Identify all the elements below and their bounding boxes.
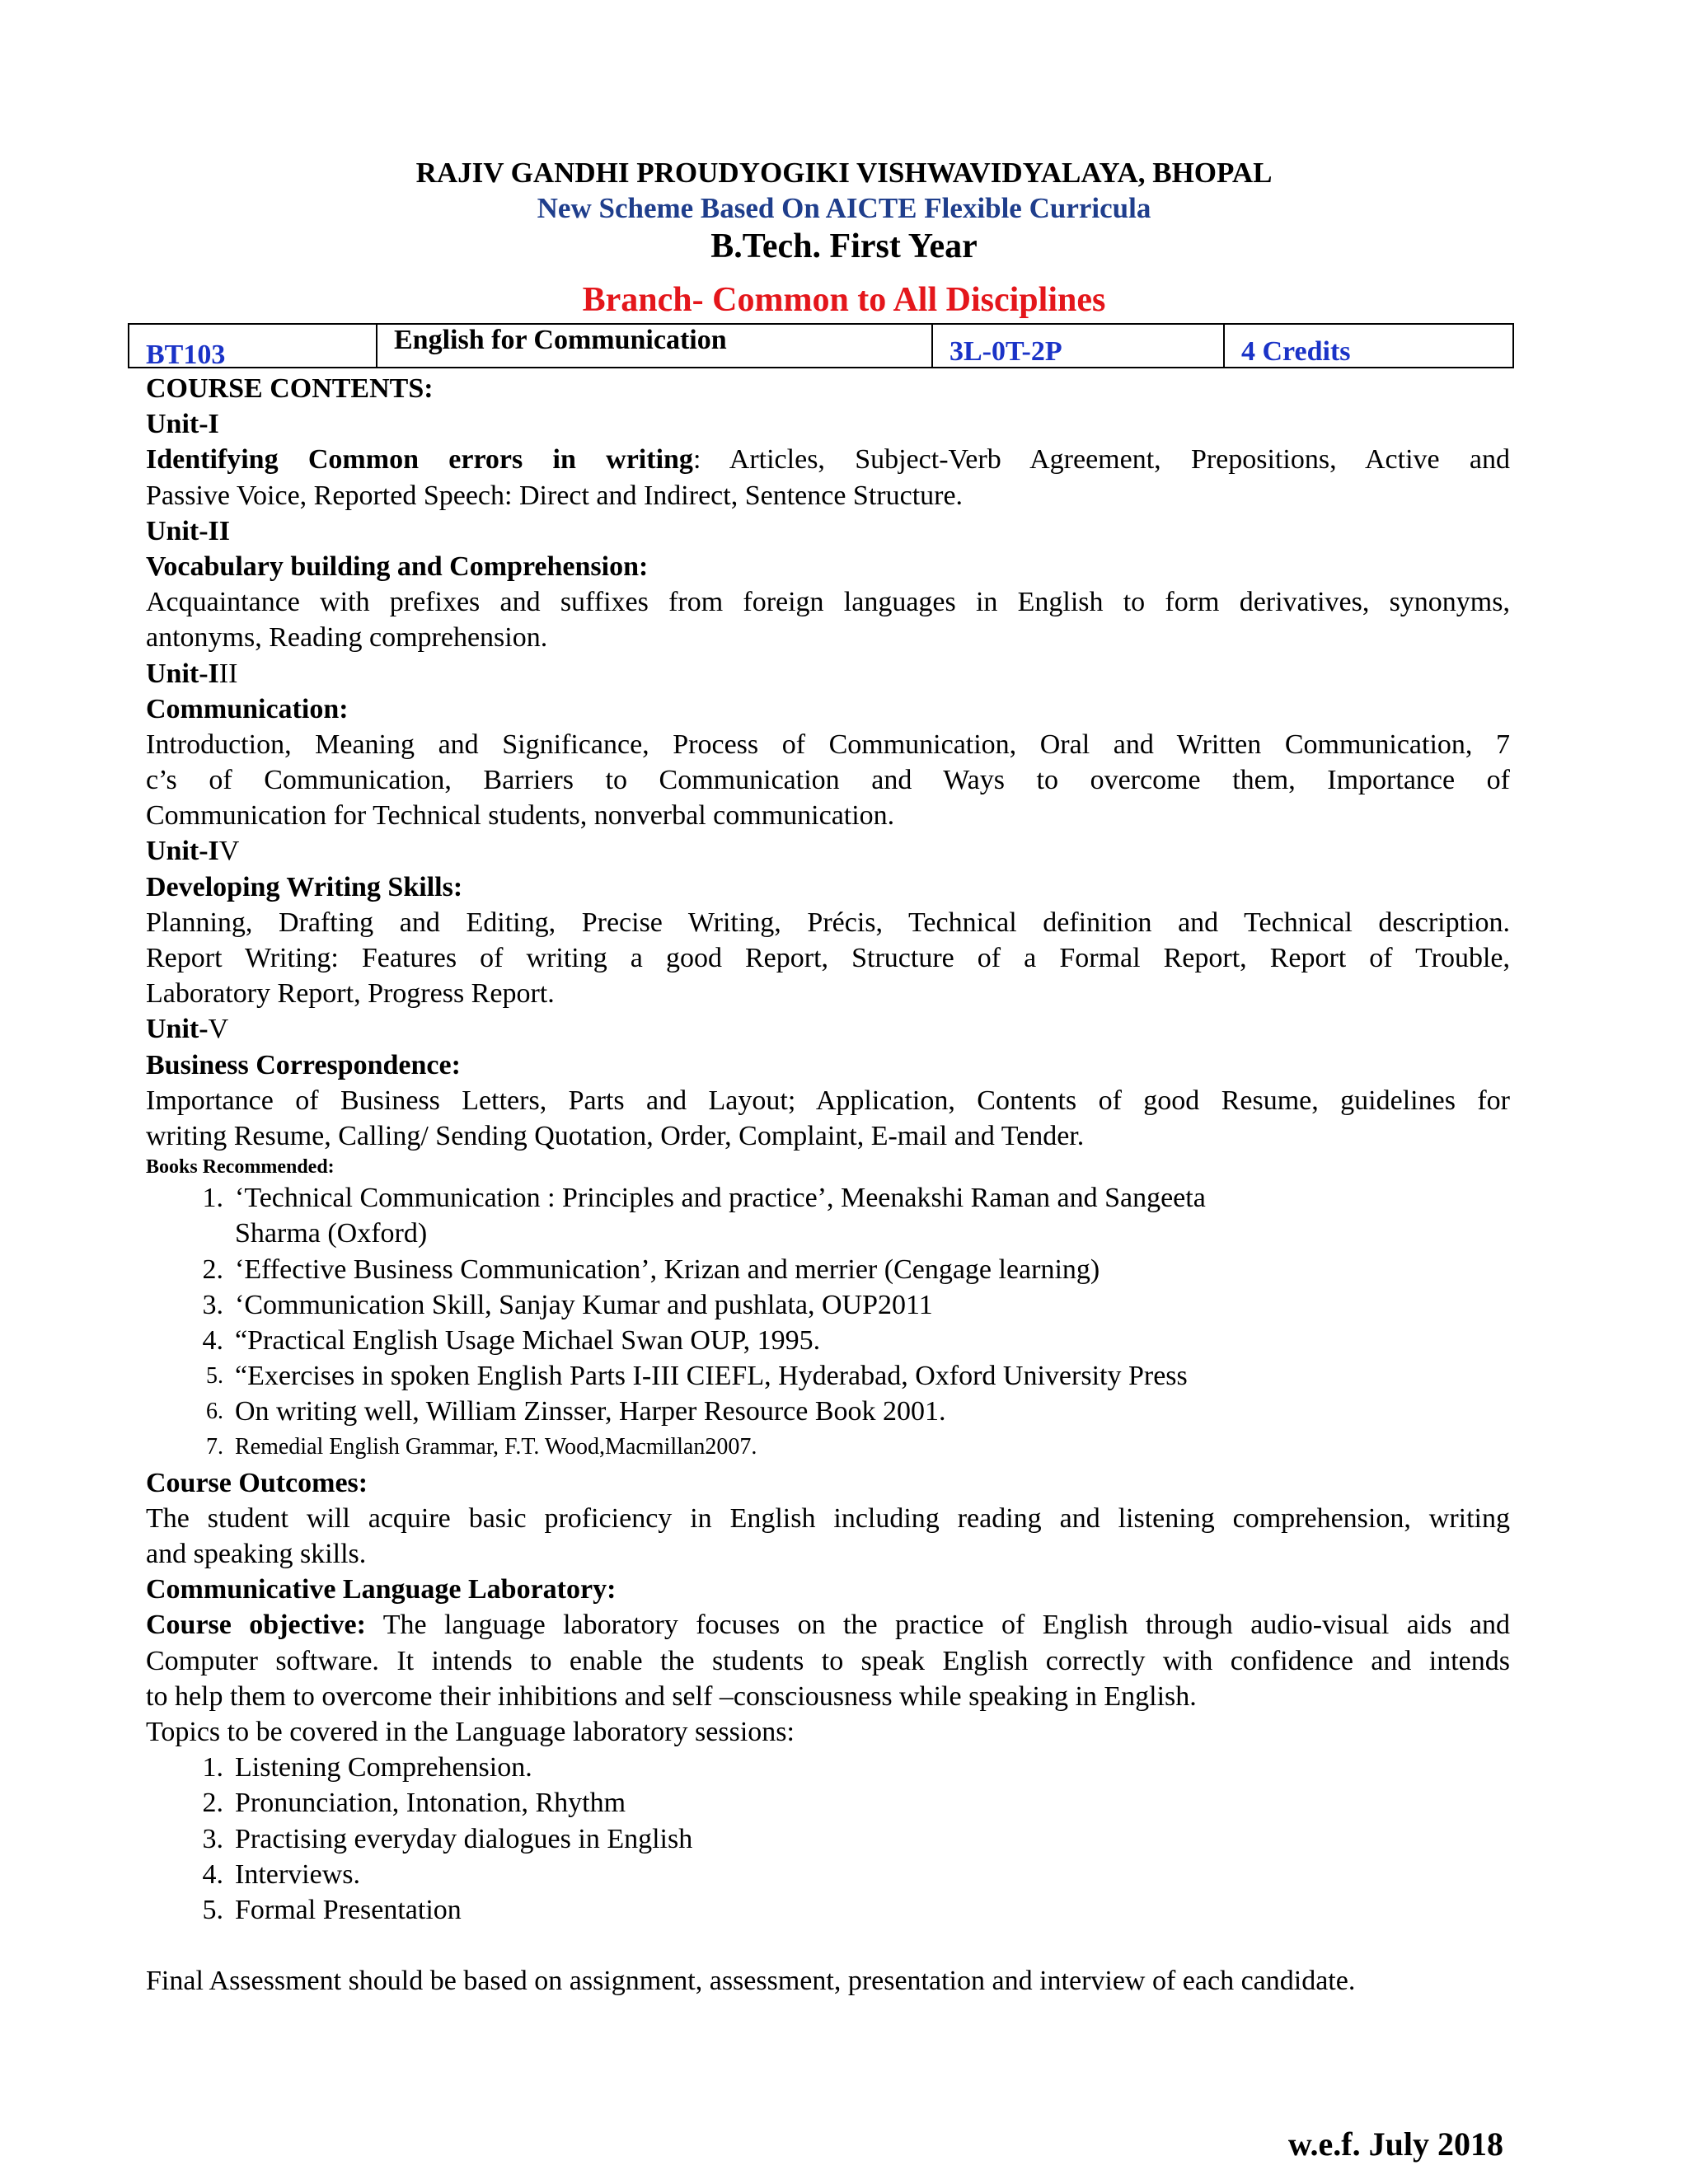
list-item: 6. On writing well, William Zinsser, Harper Resource Book 2001. [206,1396,946,1427]
unit-label: Unit-V [146,1014,229,1045]
unit-title: Business Correspondence: [146,1049,461,1080]
unit-label: Unit-II [146,515,231,546]
list-item-continuation: Sharma (Oxford) [235,1218,428,1249]
branch-title: Branch- Common to All Disciplines [582,281,1106,319]
list-item: 7. Remedial English Grammar, F.T. Wood,Macmillan2007. [206,1434,757,1460]
topics-list [146,1750,1510,1928]
list-item: 5. Formal Presentation [202,1894,462,1925]
topics-intro: Topics to be covered in the Language laboratory sessions: [146,1716,795,1747]
list-item: 1. ‘Technical Communication : Principles and practice’, Meenakshi Raman and Sangeeta [202,1183,1206,1214]
lab-objective-line: Computer software. It intends to enable the students to speak English correctly with confidence and intends [146,1645,1510,1676]
list-item: 5. “Exercises in spoken English Parts I-III CIEFL, Hyderabad, Oxford University Press [206,1361,1188,1392]
outcomes-line: The student will acquire basic proficiency in English including reading and listening comprehension, writing [146,1502,1510,1534]
books-list [146,1180,1510,1465]
final-assessment: Final Assessment should be based on assignment, assessment, presentation and interview of each candidate. [146,1966,1356,1997]
course-ltp: 3L-0T-2P [933,325,1225,367]
unit-line: Communication for Technical students, nonverbal communication. [146,800,895,832]
unit-title: Developing Writing Skills: [146,871,463,902]
unit-line: c’s of Communication, Barriers to Communication and Ways to overcome them, Importance of [146,765,1510,796]
unit-lead: Identifying Common errors in writing [146,444,693,476]
list-item: 2. ‘Effective Business Communication’, Krizan and merrier (Cengage learning) [202,1254,1100,1285]
objective-label: Course objective: [146,1610,366,1641]
course-name: English for Communication [377,325,933,367]
unit-1 [146,406,1510,513]
unit-label: Unit-I [146,409,219,440]
list-item: 3. ‘Communication Skill, Sanjay Kumar and pushlata, OUP2011 [202,1289,933,1320]
list-item: 2. Pronunciation, Intonation, Rhythm [202,1788,626,1819]
unit-line: antonyms, Reading comprehension. [146,622,548,654]
unit-line: Report Writing: Features of writing a good Report, Structure of a Formal Report, Report of Trouble, [146,943,1510,973]
unit-4 [146,833,1510,1011]
university-name: RAJIV GANDHI PROUDYOGIKI VISHWAVIDYALAYA, BHOPAL [415,157,1273,189]
unit-3 [146,656,1510,834]
unit-line: Identifying Common errors in writing: Articles, Subject-Verb Agreement, Prepositions, Active and [146,444,1510,476]
unit-label: Unit-IV [146,836,240,867]
lab-objective-line: to help them to overcome their inhibitions and self –consciousness while speaking in English. [146,1680,1197,1712]
unit-line: Planning, Drafting and Editing, Precise Writing, Précis, Technical definition and Technical description. [146,907,1510,938]
list-item: 4. Interviews. [202,1858,361,1890]
lab-objective-line: Course objective: The language laboratory focuses on the practice of English through audio-visual aids and [146,1610,1510,1641]
course-credits: 4 Credits [1241,336,1351,367]
unit-line: Laboratory Report, Progress Report. [146,978,555,1010]
list-item: 1. Listening Comprehension. [202,1752,532,1783]
program-title: B.Tech. First Year [710,227,978,265]
unit-5 [146,1011,1510,1154]
course-info-table [128,323,1514,368]
unit-line: Passive Voice, Reported Speech: Direct and Indirect, Sentence Structure. [146,480,964,511]
spacer [146,1928,1510,1963]
unit-title: Communication: [146,693,349,724]
lab-heading: Communicative Language Laboratory: [146,1574,617,1605]
outcomes-heading: Course Outcomes: [146,1467,368,1498]
list-item: 4. “Practical English Usage Michael Swan OUP, 1995. [202,1324,821,1356]
course-code: BT103 [129,325,377,367]
outcomes-line: and speaking skills. [146,1539,367,1569]
unit-2 [146,513,1510,656]
course-contents-heading: COURSE CONTENTS: [146,373,434,404]
unit-line: Introduction, Meaning and Significance, Process of Communication, Oral and Written Communication, 7 [146,729,1510,760]
unit-line: Acquaintance with prefixes and suffixes from foreign languages in English to form derivatives, synonyms, [146,587,1510,618]
unit-line: Importance of Business Letters, Parts and Layout; Application, Contents of good Resume, guidelines for [146,1085,1510,1116]
list-item: 3. Practising everyday dialogues in English [202,1823,693,1854]
course-contents [146,371,1510,1999]
unit-label: Unit-III [146,658,238,689]
unit-line: writing Resume, Calling/ Sending Quotation, Order, Complaint, E-mail and Tender. [146,1120,1085,1151]
unit-title: Vocabulary building and Comprehension: [146,551,649,582]
books-heading: Books Recommended: [146,1156,335,1179]
scheme-subtitle: New Scheme Based On AICTE Flexible Curricula [537,192,1151,224]
effective-date: w.e.f. July 2018 [1287,2125,1503,2163]
